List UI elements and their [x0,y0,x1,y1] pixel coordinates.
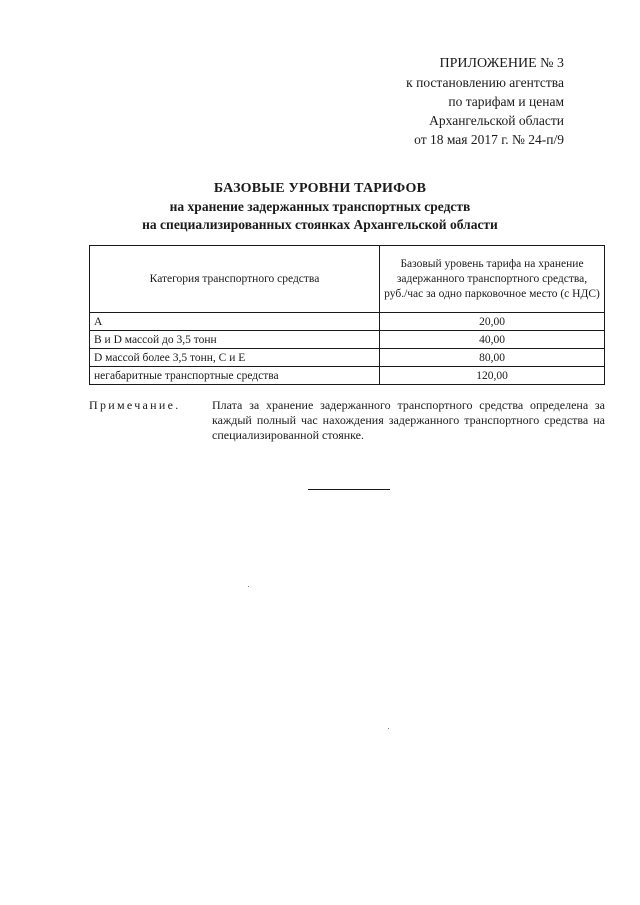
row-category: негабаритные транспортные средства [90,367,380,385]
scan-speck [248,586,249,587]
appendix-line: по тарифам и ценам [448,94,564,109]
scan-speck [388,728,389,729]
row-category: D массой более 3,5 тонн, С и Е [90,349,380,367]
title-line-2: на хранение задержанных транспортных средств [169,199,471,214]
table-row [90,367,605,385]
title-line-3: на специализированных стоянках Архангельской области [142,217,498,232]
header-tariff: Базовый уровень тарифа на хранение задержанного транспортного средства, руб./час за одно парковочное место (с НДС) [380,246,605,313]
appendix-line: от 18 мая 2017 г. № 24-п/9 [414,132,564,147]
document-title [60,180,580,234]
header-category: Категория транспортного средства [90,246,380,313]
title-line-1: БАЗОВЫЕ УРОВНИ ТАРИФОВ [213,181,427,196]
row-value: 20,00 [380,313,605,331]
table-row [90,331,605,349]
tariff-table [89,245,605,385]
row-category: В и D массой до 3,5 тонн [90,331,380,349]
row-value: 40,00 [380,331,605,349]
row-category: А [90,313,380,331]
note-text: Плата за хранение задержанного транспортного средства определена за каждый полный час нахождения задержанного транспортного средства на специализированной стоянке. [212,398,605,442]
table-header-row [90,246,605,313]
note-label: Примечание. [89,398,181,412]
appendix-line: Архангельской области [429,113,564,128]
appendix-line: к постановлению агентства [406,75,564,90]
row-value: 80,00 [380,349,605,367]
end-rule [308,489,390,490]
appendix-title: ПРИЛОЖЕНИЕ № 3 [439,56,564,71]
table-row [90,349,605,367]
row-value: 120,00 [380,367,605,385]
appendix-block [264,54,564,149]
table-row [90,313,605,331]
